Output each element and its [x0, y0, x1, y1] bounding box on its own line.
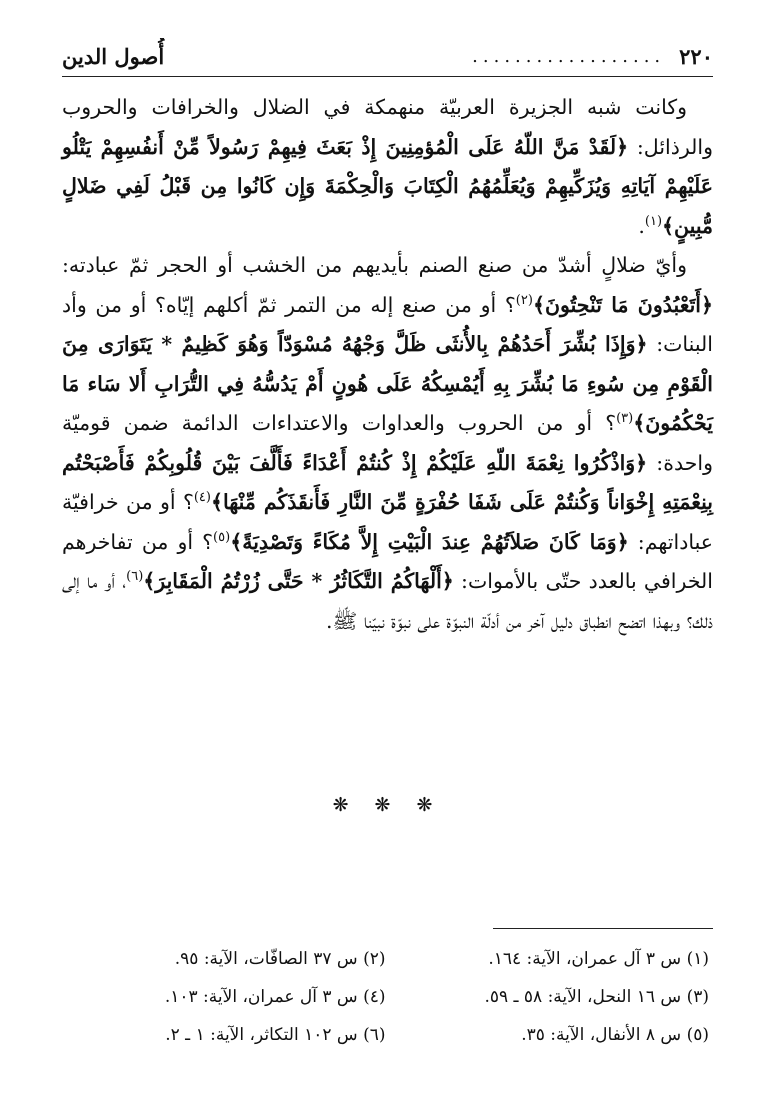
footnote-marker: (١)	[644, 213, 663, 229]
quran-verse: ﴿وَاذْكُرُوا نِعْمَةَ اللّهِ عَلَيْكُمْ إِذْ كُنتُمْ أَعْدَاءً فَأَلَّفَ بَيْنَ قُلُوبِكُمْ فَأَصْبَحْتُم بِنِعْمَتِهِ إِخْوَاناً وَكُنتُمْ عَلَى شَفَا حُفْرَةٍ مِّنَ النَّارِ فَأَنقَذَكُم مِّنْهَا﴾	[62, 450, 713, 514]
footnote: (٣) س ١٦ النحل، الآية: ٥٨ ـ ٥٩.	[484, 987, 709, 1007]
text-run: ؟ أو من تفاخرهم الخرافي بالعدد حتّى بالأموات:	[62, 529, 713, 593]
quran-verse: ﴿وَإِذَا بُشِّرَ أَحَدُهُمْ بِالأُنثَى ظَلَّ وَجْهُهُ مُسْوَدّاً وَهُوَ كَظِيمٌ * يَتَوَارَى مِنَ الْقَوْمِ مِن سُوءِ مَا بُشِّرَ بِهِ أَيُمْسِكُهُ عَلَى هُونٍ أَمْ يَدُسُّهُ فِي التُّرَابِ أَلا سَاء مَا يَحْكُمُونَ﴾	[62, 332, 713, 435]
footnote-marker: (٥)	[213, 529, 231, 545]
body-text	[62, 88, 713, 641]
footnote: (٥) س ٨ الأنفال، الآية: ٣٥.	[521, 1025, 709, 1045]
text-run: ؟ أو من صنع إله من التمر ثمّ أكلهم إيّاه؟ أو من وأد البنات:	[62, 292, 713, 356]
quran-verse: ﴿أَلْهَاكُمُ التَّكَاثُرُ * حَتَّى زُرْتُمُ الْمَقَابِرَ﴾	[143, 569, 454, 593]
footnote-marker: (٤)	[193, 490, 211, 506]
running-header	[62, 38, 713, 74]
page-number: ٢٢٠	[679, 43, 713, 69]
paragraph	[62, 88, 713, 246]
footnote: (٦) س ١٠٢ التكاثر، الآية: ١ ـ ٢.	[165, 1025, 386, 1045]
text-run: وكانت شبه الجزيرة العربيّة منهمكة في الضلال والخرافات والحروب والرذائل:	[62, 95, 713, 159]
text-run: .	[638, 213, 645, 238]
text-run: ، أو ما إلى ذلك؟ وبهذا اتضح انطباق دليل آخر من أدلّة النبوّة على نبوّة نبيّنا ﷺ.	[62, 569, 713, 633]
footnote: (٢) س ٣٧ الصافّات، الآية: ٩٥.	[174, 949, 386, 969]
footnote-marker: (٢)	[515, 292, 533, 308]
quran-verse: ﴿أَتَعْبُدُونَ مَا تَنْحِتُونَ﴾	[532, 292, 714, 317]
footnote-marker: (٣)	[616, 411, 634, 427]
footnote-marker: (٦)	[126, 569, 144, 585]
text-run: وأيّ ضلالٍ أشدّ من صنع الصنم بأيديهم من الخشب أو الحجر ثمّ عبادته:	[62, 253, 687, 277]
quran-verse: ﴿لَقَدْ مَنَّ اللّهُ عَلَى الْمُؤمِنِينَ إِذْ بَعَثَ فِيهِمْ رَسُولاً مِّنْ أَنفُسِهِمْ يَتْلُو عَلَيْهِمْ آيَاتِهِ وَيُزَكِّيهِمْ وَيُعَلِّمُهُمُ الْكِتَابَ وَالْحِكْمَةَ وَإِن كَانُوا مِن قَبْلُ لَفِي ضَلالٍ مُّبِينٍ﴾	[62, 134, 713, 238]
header-leader-dots: ..................	[472, 45, 666, 67]
footnotes	[62, 945, 709, 1049]
quran-verse: ﴿وَمَا كَانَ صَلاَتُهُمْ عِندَ الْبَيْتِ إِلاَّ مُكَاءً وَتَصْدِيَةً﴾	[230, 529, 629, 554]
book-title: أُصول الدين	[62, 43, 165, 69]
footnote-rule	[493, 928, 713, 929]
footnote: (١) س ٣ آل عمران، الآية: ١٦٤.	[488, 949, 709, 969]
paragraph	[62, 246, 713, 641]
header-rule	[62, 76, 713, 77]
text-run: ؟ أو من الحروب والعداوات والاعتداءات الدائمة ضمن قوميّة واحدة:	[62, 411, 713, 475]
footnote: (٤) س ٣ آل عمران، الآية: ١٠٣.	[164, 987, 386, 1007]
section-separator: ❋ ❋ ❋	[332, 794, 443, 816]
text-run: ؟ أو من خرافيّة عباداتهم:	[62, 490, 713, 554]
